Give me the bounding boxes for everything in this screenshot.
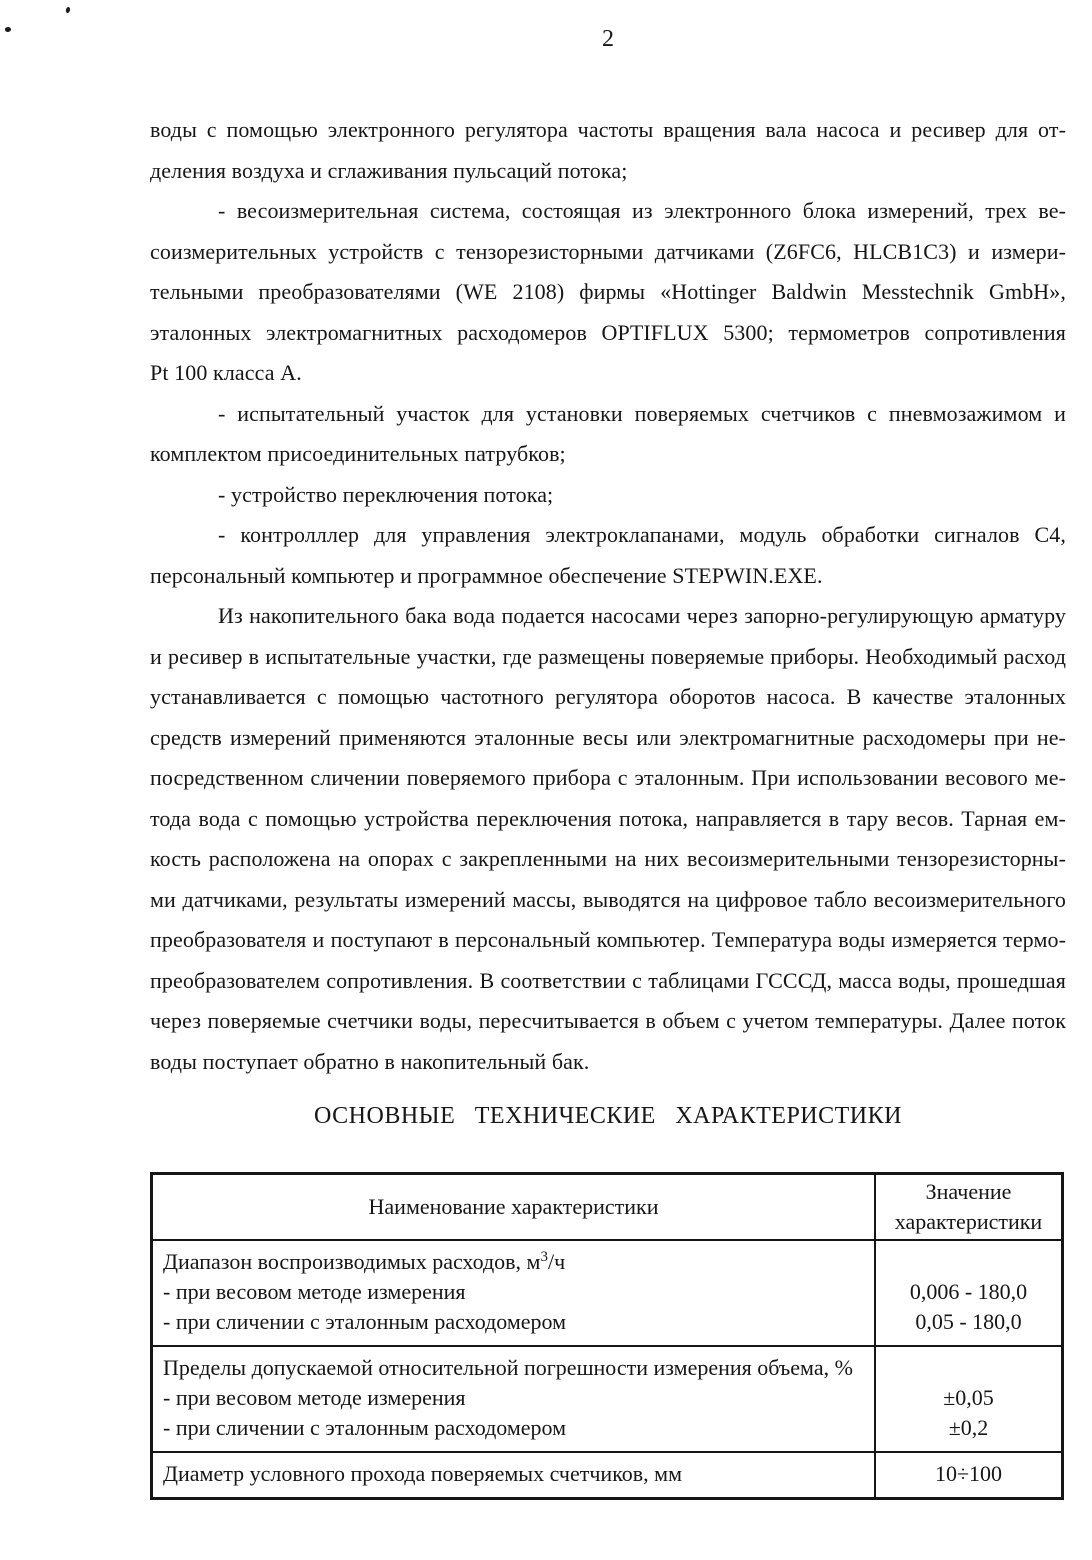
text-line: Pt 100 класса А. [150, 360, 302, 385]
text-line: эталонных электромагнитных расходомеров OPTIFLUX 5300; термометров сопротивления [150, 319, 1066, 345]
text-line: устанавливается с помощью частотного регулятора оборотов насоса. В качестве эталонных [150, 684, 1066, 709]
text-line: персональный компьютер и программное обеспечение STEPWIN.EXE. [150, 562, 823, 588]
table-header [152, 1174, 1063, 1241]
text-line: преобразователем сопротивления. В соответствии с таблицами ГСССД, масса воды, прошедшая [150, 967, 1066, 993]
row-value-line: 10÷100 [934, 1461, 1003, 1486]
text-line: ми датчиками, результаты измерений массы, выводятся на цифровое табло весоизмерительного [150, 886, 1066, 912]
table-row [152, 1452, 1063, 1499]
scan-speck [5, 27, 12, 33]
text-line: кость расположена на опорах с закрепленными на них весоизмерительными тензорезисторны- [150, 846, 1066, 871]
paragraph [150, 515, 1066, 596]
text-line: воды поступает обратно в накопительный бак. [150, 1048, 590, 1074]
row-name-line: Пределы допускаемой относительной погрешности измерения объема, % [163, 1355, 853, 1380]
row-value-cell [875, 1240, 1063, 1346]
table-header-value-line: характеристики [894, 1209, 1043, 1234]
characteristics-table [150, 1172, 1064, 1500]
text-line: воды с помощью электронного регулятора частоты вращения вала насоса и ресивер для от- [150, 117, 1066, 142]
paragraph [150, 191, 1066, 394]
row-name-line: - при весовом методе измерения [163, 1385, 466, 1410]
table-header-row [152, 1174, 1063, 1241]
paragraph [150, 110, 1066, 191]
row-value-line [880, 1247, 1057, 1277]
text-line: тода вода с помощью устройства переключения потока, направляется в тару весов. Тарная ем- [150, 805, 1066, 831]
row-value-line: 0,006 - 180,0 [909, 1279, 1028, 1304]
row-name-cell [152, 1346, 876, 1452]
section-heading: ОСНОВНЫЕ ТЕХНИЧЕСКИЕ ХАРАКТЕРИСТИКИ [314, 1103, 902, 1129]
text-line: тельными преобразователями (WE 2108) фирмы «Hottinger Baldwin Messtechnik GmbH», [150, 279, 1066, 304]
text-line: Из накопительного бака вода подается насосами через запорно-регулирующую арматуру [218, 603, 1066, 628]
text-line: - испытательный участок для установки поверяемых счетчиков с пневмозажимом и [218, 400, 1066, 426]
row-name-line: - при сличении с эталонным расходомером [163, 1415, 567, 1440]
row-name-line: - при весовом методе измерения [163, 1279, 466, 1304]
row-name-cell [152, 1240, 876, 1346]
table-header-value-line: Значение [925, 1179, 1012, 1204]
row-value-line: 0,05 - 180,0 [915, 1309, 1022, 1334]
text-line: комплектом присоединительных патрубков; [150, 441, 566, 466]
paragraph [150, 596, 1066, 1082]
table-header-value [875, 1174, 1063, 1241]
text-line: средств измерений применяются эталонные весы или электромагнитные расходомеры при не- [150, 724, 1066, 750]
body-text [150, 110, 1066, 1082]
text-line: соизмерительных устройств с тензорезисторными датчиками (Z6FC6, HLCB1C3) и измери- [150, 238, 1066, 264]
row-name-cell [152, 1452, 876, 1499]
text-line: - устройство переключения потока; [218, 481, 554, 507]
scan-speck [65, 7, 71, 14]
text-line: преобразователя и поступают в персональный компьютер. Температура воды измеряется термо- [150, 927, 1066, 952]
row-name-line: Диаметр условного прохода поверяемых счетчиков, мм [163, 1461, 682, 1486]
table-body [152, 1240, 1063, 1499]
paragraph [150, 394, 1066, 475]
row-value-cell [875, 1346, 1063, 1452]
row-value-cell [875, 1452, 1063, 1499]
row-value-line [880, 1353, 1057, 1383]
row-name-line: - при сличении с эталонным расходомером [163, 1309, 567, 1334]
row-name-line: Диапазон воспроизводимых расходов, $м^3/ч$ [163, 1249, 566, 1274]
table-header-name: Наименование характеристики [152, 1174, 876, 1241]
text-line: - весоизмерительная система, состоящая из электронного блока измерений, трех ве- [218, 198, 1066, 223]
text-line: через поверяемые счетчики воды, пересчитывается в объем с учетом температуры. Далее поток [150, 1008, 1066, 1033]
table-row [152, 1240, 1063, 1346]
text-line: - контролллер для управления электроклапанами, модуль обработки сигналов С4, [218, 522, 1066, 547]
text-line: и ресивер в испытательные участки, где размещены поверяемые приборы. Необходимый расход [150, 643, 1066, 669]
page-number: 2 [602, 26, 614, 52]
text-line: деления воздуха и сглаживания пульсаций потока; [150, 157, 628, 183]
table-row [152, 1346, 1063, 1452]
paragraph [150, 475, 1066, 516]
superscript: 3 [540, 1249, 548, 1265]
row-value-line: ±0,05 [943, 1385, 994, 1410]
row-value-line: ±0,2 [948, 1415, 989, 1440]
text-line: посредственном сличении поверяемого прибора с эталонным. При использовании весового ме- [150, 765, 1066, 790]
